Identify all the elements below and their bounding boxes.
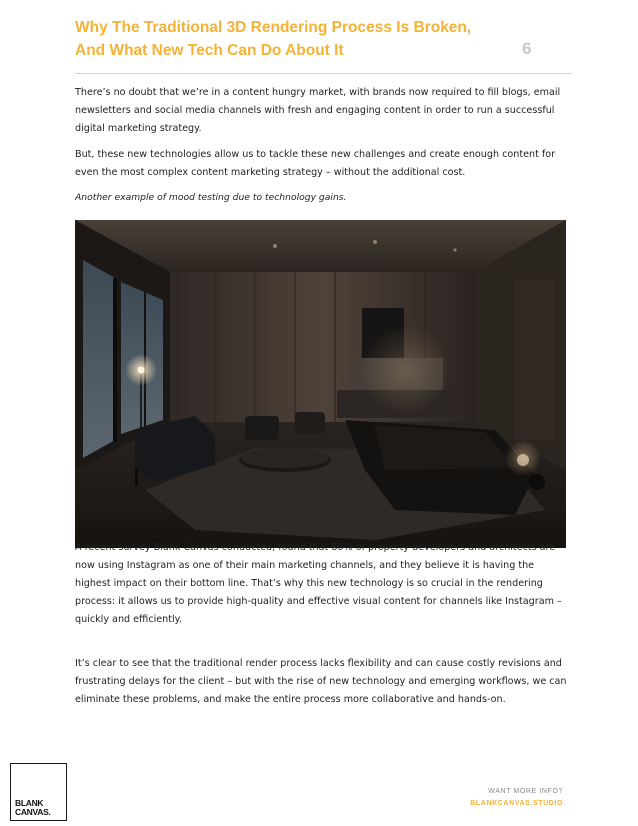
paragraph-technologies: But, these new technologies allow us to tackle these new challenges and create enough content for even the most complex content marketing strategy – without the additional cost. (75, 149, 556, 178)
cta-label: WANT MORE INFO? (488, 788, 563, 795)
interior-render-image (75, 220, 566, 548)
paragraph-conclusion: It’s clear to see that the traditional render process lacks flexibility and can cause costly revisions and frustrating delays for the client – but with the rise of new technology and emerging workflows, we can eliminate these problems, and make the entire process more collaborative and hands-on. (75, 658, 567, 705)
logo-line-blank: BLANK (15, 798, 44, 808)
page-title: Why The Traditional 3D Rendering Process Is Broken, And What New Tech Can Do About It (75, 19, 472, 59)
paragraph-survey: A recent survey Blank Canvas conducted, found that 80% of property developers and architects are now using Instagram as one of their main marketing channels, and they believe it is having the highest impact on their bottom line. That’s why this new technology is so crucial in the rendering process: it allows us to provide high-quality and effective visual content for channels like Instagram – quickly and efficiently. (75, 542, 562, 625)
website-link[interactable]: BLANKCANVAS.STUDIO (470, 800, 563, 807)
paragraph-intro: There’s no doubt that we’re in a content hungry market, with brands now required to fill blogs, email newsletters and social media channels with fresh and engaging content in order to run a successful digital marketing strategy. (75, 87, 561, 134)
footer-cta (470, 786, 563, 810)
page-number: 6 (522, 39, 532, 58)
header-divider (75, 73, 572, 74)
image-caption: Another example of mood testing due to technology gains. (75, 192, 347, 203)
logo-line-canvas: CANVAS. (15, 807, 51, 817)
blank-canvas-logo (10, 763, 67, 821)
logo-wordmark (15, 799, 51, 817)
